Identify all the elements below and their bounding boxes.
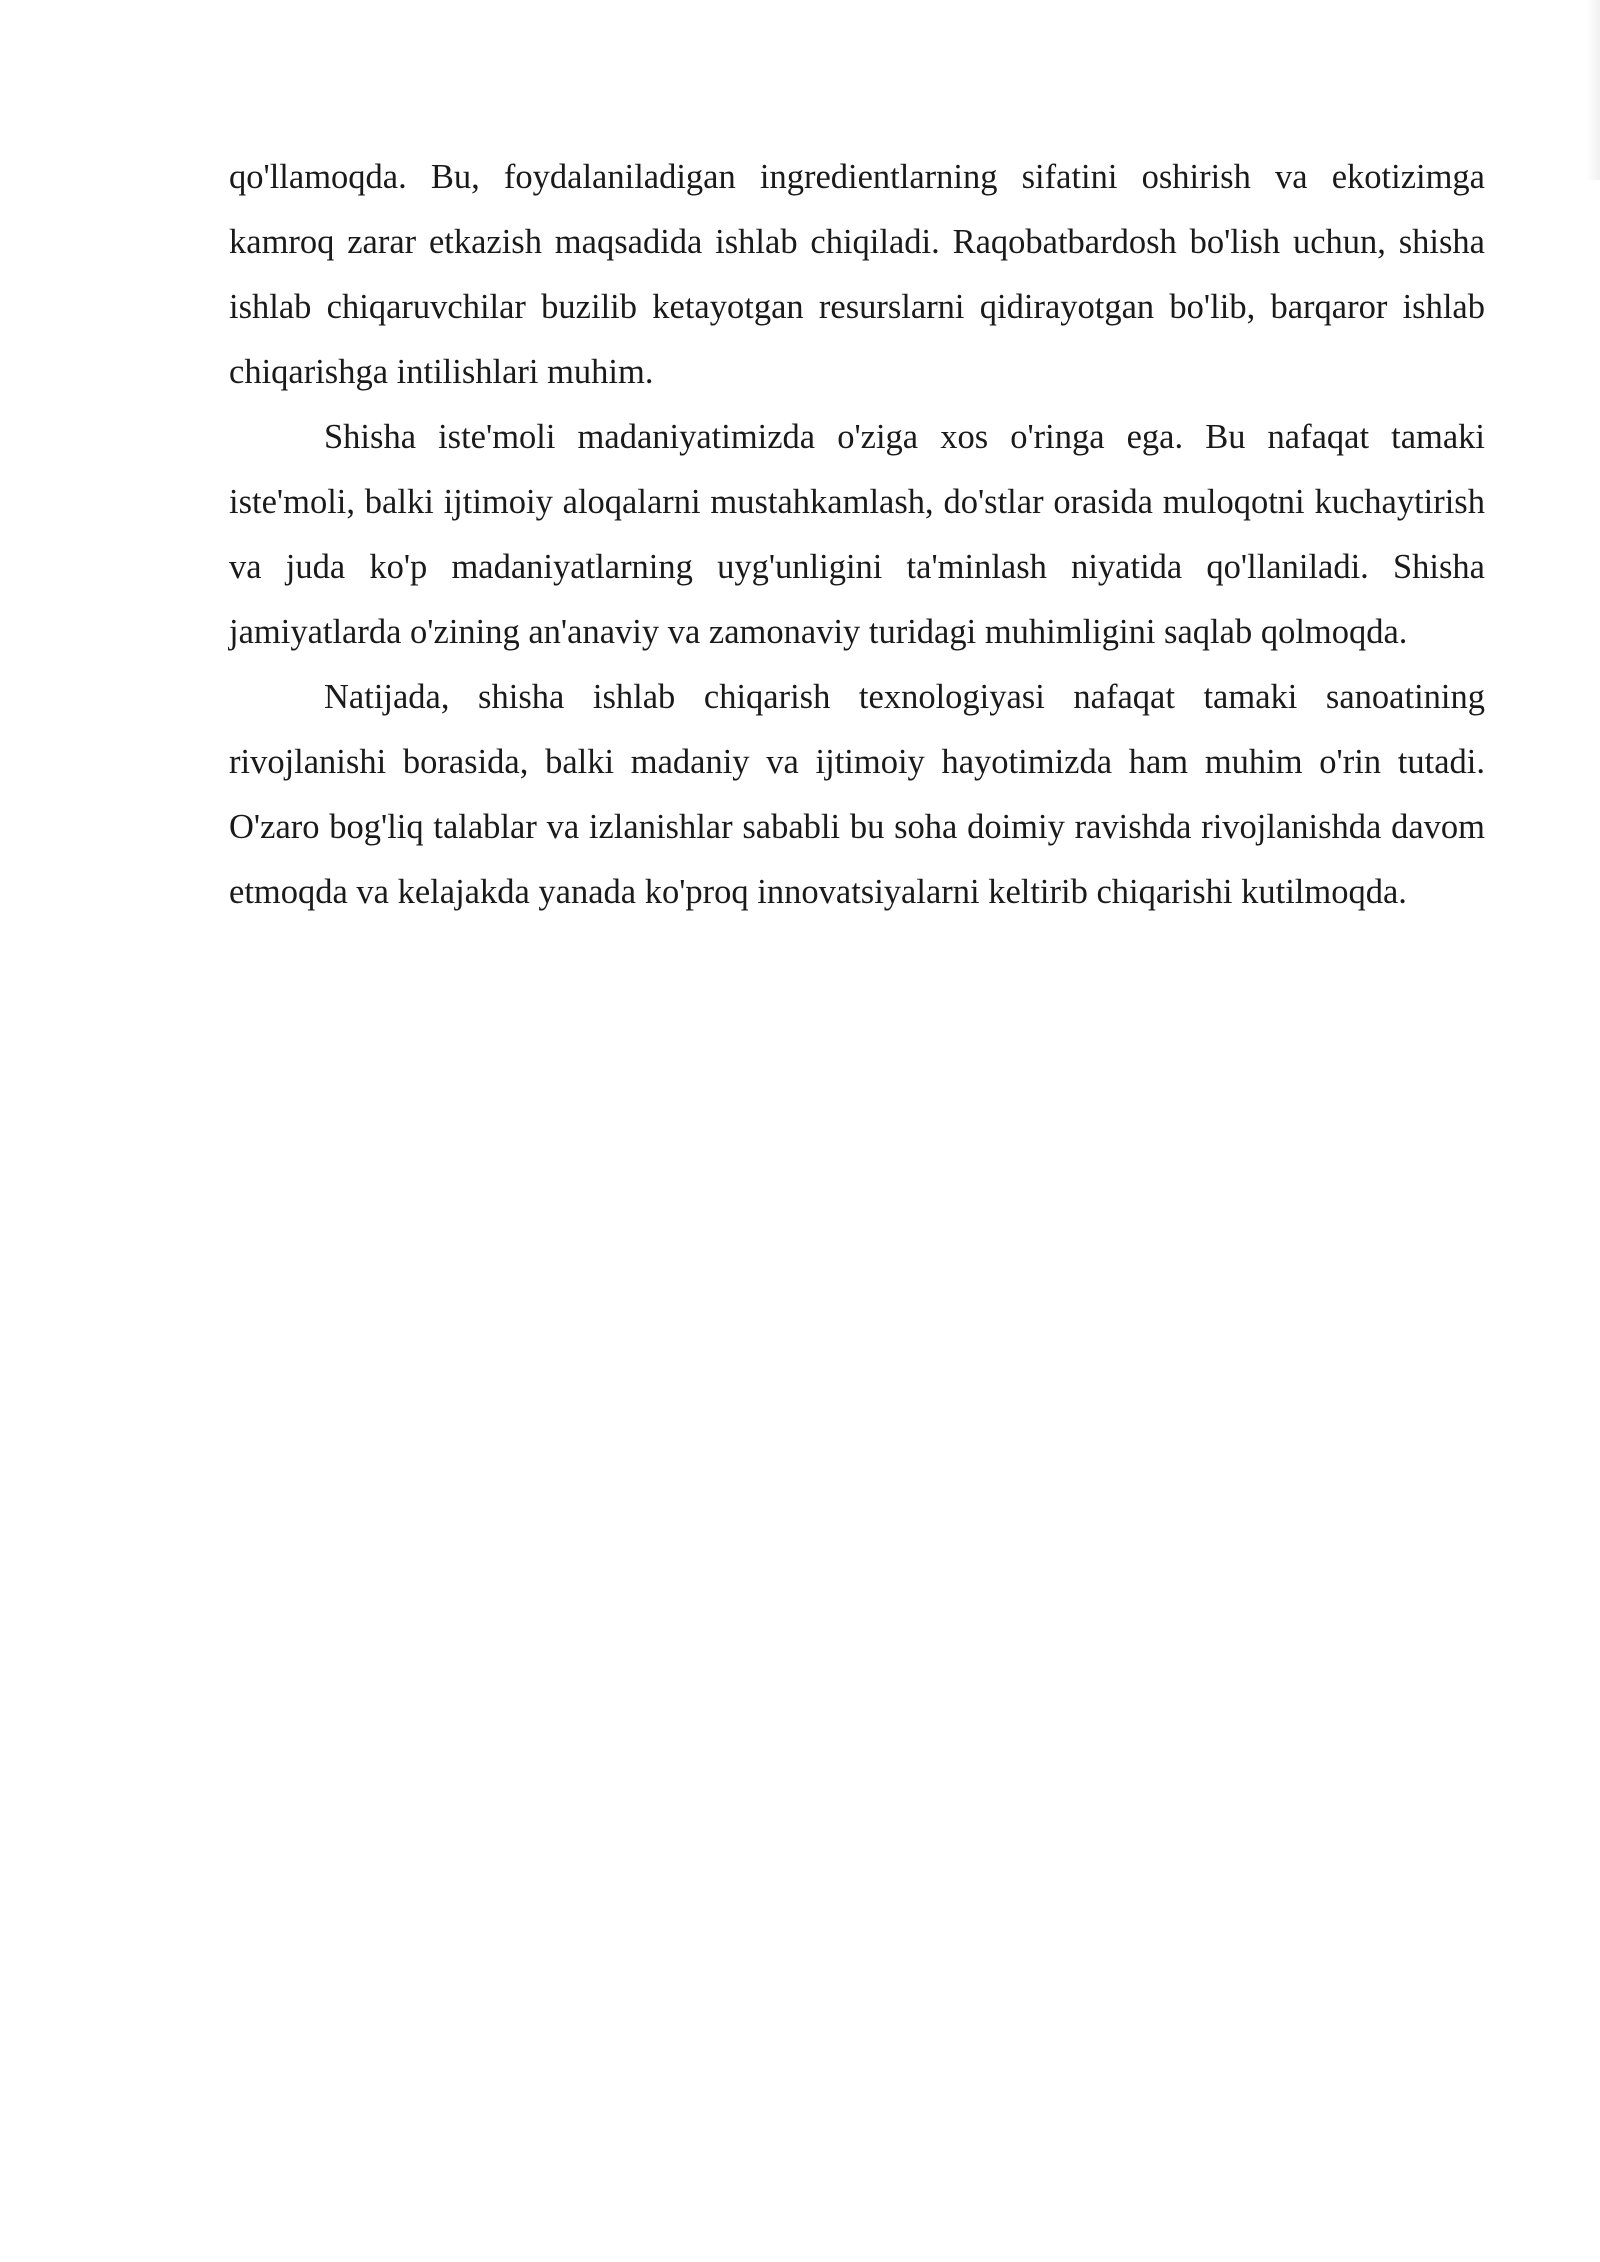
document-body [229,145,1485,925]
paragraph-shisha-culture: Shisha iste'moli madaniyatimizda o'ziga xos o'ringa ega. Bu nafaqat tamaki iste'moli, balki ijtimoiy aloqalarni mustahkamlash, do'stlar orasida muloqotni kuchaytirish va juda ko'p madaniyatlarning uyg'unligini ta'minlash niyatida qo'llaniladi. Shisha jamiyatlarda o'zining an'anaviy va zamonaviy turidagi muhimligini saqlab qolmoqda. [229,418,1485,651]
page-edge-shadow [1586,0,1600,180]
paragraph-continued: qo'llamoqda. Bu, foydalaniladigan ingredientlarning sifatini oshirish va ekotizimga kamroq zarar etkazish maqsadida ishlab chiqiladi. Raqobatbardosh bo'lish uchun, shisha ishlab chiqaruvchilar buzilib ketayotgan resurslarni qidirayotgan bo'lib, barqaror ishlab chiqarishga intilishlari muhim. [229,158,1485,391]
paragraph-conclusion: Natijada, shisha ishlab chiqarish texnologiyasi nafaqat tamaki sanoatining rivojlanishi borasida, balki madaniy va ijtimoiy hayotimizda ham muhim o'rin tutadi. O'zaro bog'liq talablar va izlanishlar sababli bu soha doimiy ravishda rivojlanishda davom etmoqda va kelajakda yanada ko'proq innovatsiyalarni keltirib chiqarishi kutilmoqda. [229,678,1485,911]
